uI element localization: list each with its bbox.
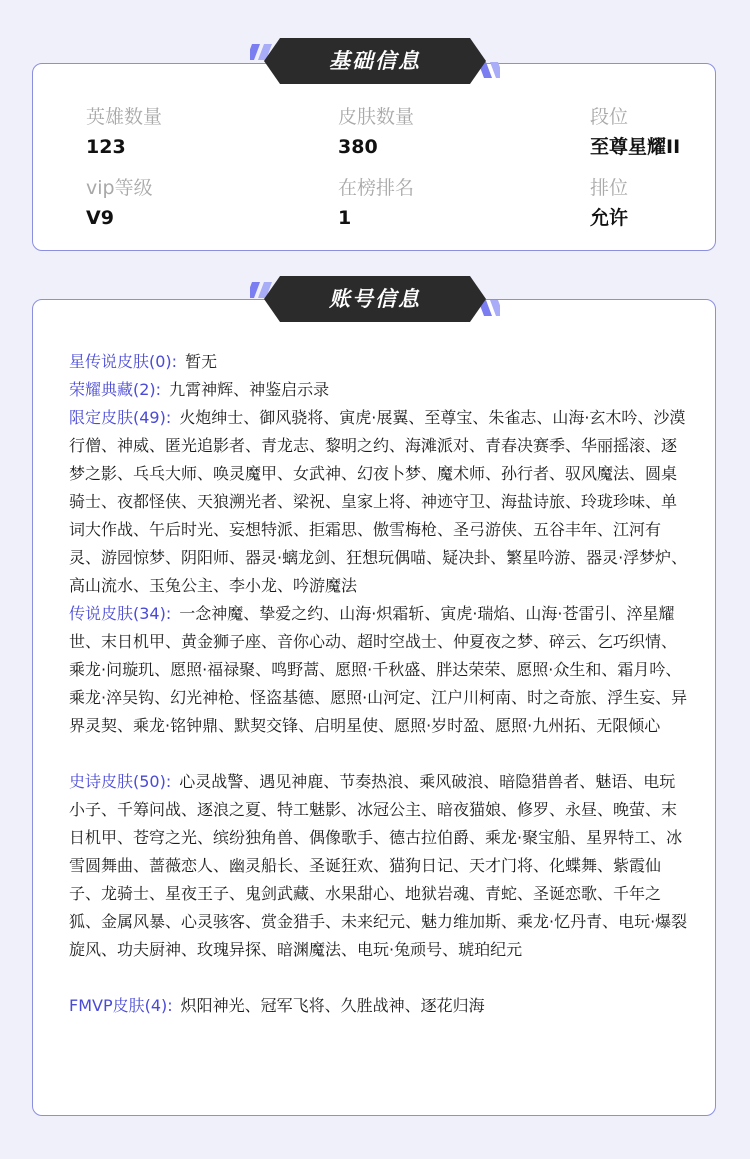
fmvp-value: 炽阳神光、冠军飞将、久胜战神、逐花归海 <box>180 996 485 1015</box>
skin-count-value: 380 <box>338 136 378 158</box>
section-banner-account <box>250 276 500 322</box>
star-legend-label: 星传说皮肤(0): <box>69 352 178 371</box>
epic-value: 心灵战警、遇见神鹿、节奏热浪、乘风破浪、暗隐猎兽者、魅语、电玩小子、千筹问战、逐浪之夏、特工魅影、冰冠公主、暗夜猫娘、修罗、永昼、晚萤、末日机甲、苍穹之光、缤纷独角兽、偶像歌手、德古拉伯爵、乘龙·聚宝船、星界特工、冰雪圆舞曲、蔷薇恋人、幽灵船长、圣诞狂欢、猫狗日记、天才门将、化蝶舞、紫霞仙子、龙骑士、星夜王子、鬼剑武藏、水果甜心、地狱岩魂、青蛇、圣诞恋歌、千年之狐、金属风暴、心灵骇客、赏金猎手、未来纪元、魅力维加斯、乘龙·忆丹青、电玩·爆裂旋风、功夫厨神、玫瑰异探、暗渊魔法、电玩·兔顽号、琥珀纪元 <box>69 772 688 959</box>
fmvp-row <box>69 992 689 1020</box>
ranked-value: 允许 <box>590 207 629 229</box>
spacer <box>69 964 689 992</box>
skin-list <box>69 348 689 1020</box>
leaderboard-stat <box>338 176 414 230</box>
rank-label: 段位 <box>590 106 629 128</box>
leaderboard-label: 在榜排名 <box>338 177 415 199</box>
rank-value: 至尊星耀II <box>590 136 681 158</box>
fmvp-label: FMVP皮肤(4): <box>69 996 173 1015</box>
hero-count-value: 123 <box>86 136 126 158</box>
ranked-label: 排位 <box>590 177 629 199</box>
legend-label: 传说皮肤(34): <box>69 604 172 623</box>
vip-stat <box>86 176 153 230</box>
epic-label: 史诗皮肤(50): <box>69 772 172 791</box>
legend-row <box>69 600 689 740</box>
hero-count-label: 英雄数量 <box>86 106 163 128</box>
section-title-basic: 基础信息 <box>329 49 421 73</box>
glory-label: 荣耀典藏(2): <box>69 380 162 399</box>
section-title-account: 账号信息 <box>329 287 421 311</box>
skin-count-stat <box>338 105 414 159</box>
star-legend-value: 暂无 <box>185 352 218 371</box>
limited-row <box>69 404 689 600</box>
epic-row <box>69 768 689 964</box>
leaderboard-value: 1 <box>338 207 352 229</box>
glory-value: 九霄神辉、神鉴启示录 <box>169 380 330 399</box>
spacer <box>69 740 689 768</box>
legend-value: 一念神魔、挚爱之约、山海·炽霜斩、寅虎·瑞焰、山海·苍雷引、淬星耀世、末日机甲、黄金狮子座、音你心动、超时空战士、仲夏夜之梦、碎云、乞巧织情、乘龙·问璇玑、愿照·福禄聚、鸣野蒿、愿照·千秋盛、胖达荣荣、愿照·众生和、霜月吟、乘龙·淬吴钩、幻光神枪、怪盗基德、愿照·山河定、江户川柯南、时之奇旅、浮生妄、异界灵契、乘龙·铭钟鼎、默契交锋、启明星使、愿照·岁时盈、愿照·九州拓、无限倾心 <box>69 604 688 735</box>
limited-label: 限定皮肤(49): <box>69 408 172 427</box>
limited-value: 火炮绅士、御风骁将、寅虎·展翼、至尊宝、朱雀志、山海·玄木吟、沙漠行僧、神威、匿光追影者、青龙志、黎明之约、海滩派对、青春决赛季、华丽摇滚、逐梦之影、乓乓大师、唤灵魔甲、女武神、幻夜卜梦、魔术师、孙行者、驭风魔法、圆桌骑士、夜都怪侠、天狼溯光者、梁祝、皇家上将、神迹守卫、海盐诗旅、玲珑珍味、单词大作战、午后时光、妄想特派、拒霜思、傲雪梅枪、圣弓游侠、五谷丰年、江河有灵、游园惊梦、阴阳师、器灵·螭龙剑、狂想玩偶喵、疑决卦、繁星吟游、器灵·浮梦炉、高山流水、玉兔公主、李小龙、吟游魔法 <box>69 408 688 595</box>
account-info-card <box>32 299 716 1116</box>
vip-value: V9 <box>86 207 114 229</box>
vip-label: vip等级 <box>86 177 153 199</box>
skin-count-label: 皮肤数量 <box>338 106 415 128</box>
star-legend-row <box>69 348 689 376</box>
ranked-stat <box>590 176 628 230</box>
rank-stat <box>590 105 680 159</box>
section-banner-basic <box>250 38 500 84</box>
hero-count-stat <box>86 105 162 159</box>
glory-row <box>69 376 689 404</box>
basic-info-card <box>32 63 716 251</box>
